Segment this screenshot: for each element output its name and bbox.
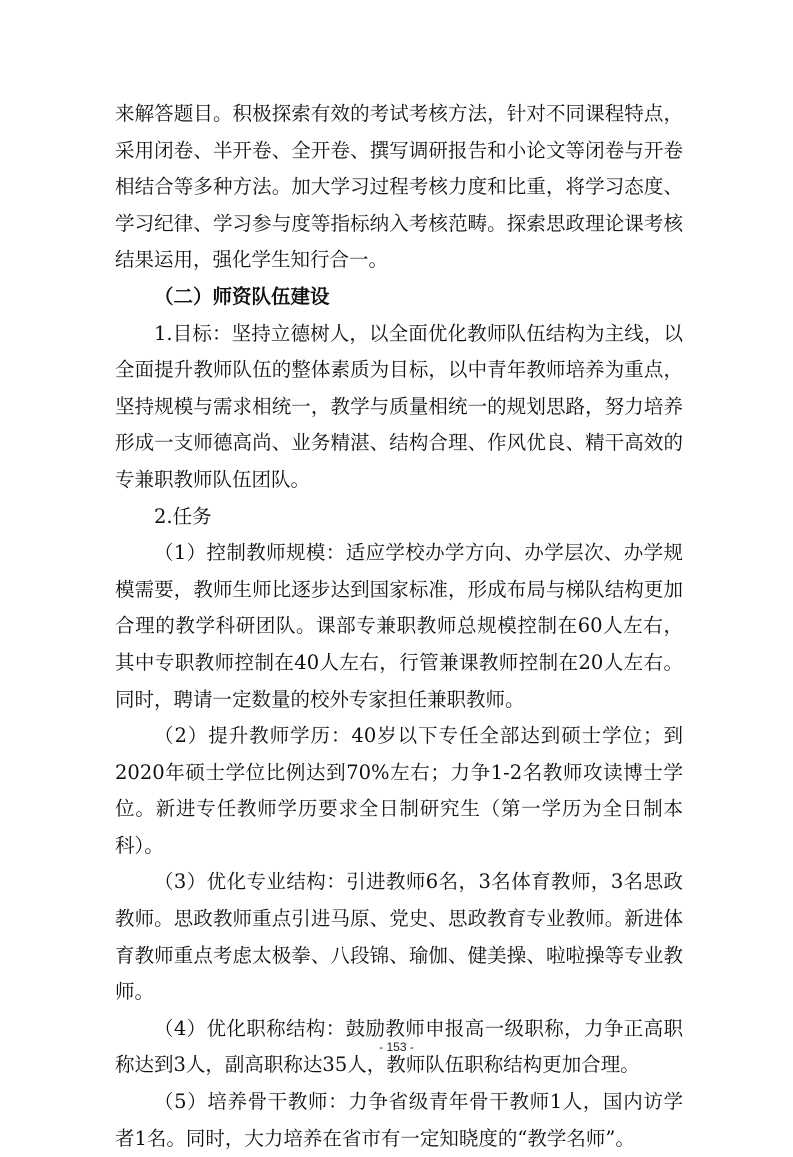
paragraph-task-specialty: （3）优化专业结构：引进教师6名，3名体育教师，3名思政教师。思政教师重点引进马原、党史、思政教育专业教师。新进体育教师重点考虑太极拳、八段锦、瑜伽、健美操、啦啦操等专业教师。 xyxy=(115,870,683,1004)
paragraph-task-scale: （1）控制教师规模：适应学校办学方向、办学层次、办学规模需要，教师生师比逐步达到国家标准，形成布局与梯队结构更加合理的教学科研团队。课部专兼职教师总规模控制在60人左右，其中专职教师控制在40人左右，行管兼课教师控制在20人左右。同时，聘请一定数量的校外专家担任兼职教师。 xyxy=(115,541,683,711)
paragraph-task-title-structure: （4）优化职称结构：鼓励教师申报高一级职称，力争正高职称达到3人，副高职称达35人，教师队伍职称结构更加合理。 xyxy=(115,1016,683,1077)
paragraph-exam-methods: 来解答题目。积极探索有效的考试考核方法，针对不同课程特点，采用闭卷、半开卷、全开卷、撰写调研报告和小论文等闭卷与开卷相结合等多种方法。加大学习过程考核力度和比重，将学习态度、学习纪律、学习参与度等指标纳入考核范畴。探索思政理论课考核结果运用，强化学生知行合一。 xyxy=(115,102,683,272)
section-heading-faculty: （二）师资队伍建设 xyxy=(154,284,330,308)
paragraph-tasks-title: 2.任务 xyxy=(154,504,212,528)
page-number: - 153 - xyxy=(379,1040,414,1054)
paragraph-task-backbone: （5）培养骨干教师：力争省级青年骨干教师1人，国内访学者1名。同时，大力培养在省市有一定知晓度的“教学名师”。 xyxy=(115,1090,683,1150)
paragraph-goal: 1.目标：坚持立德树人，以全面优化教师队伍结构为主线，以全面提升教师队伍的整体素质为目标，以中青年教师培养为重点，坚持规模与需求相统一，教学与质量相统一的规划思路，努力培养形成一支师德高尚、业务精湛、结构合理、作风优良、精干高效的专兼职教师队伍团队。 xyxy=(115,321,683,491)
document-body xyxy=(115,96,683,1157)
paragraph-task-degree: （2）提升教师学历：40岁以下专任全部达到硕士学位；到2020年硕士学位比例达到70%左右；力争1-2名教师攻读博士学位。新进专任教师学历要求全日制研究生（第一学历为全日制本科）。 xyxy=(115,724,683,857)
